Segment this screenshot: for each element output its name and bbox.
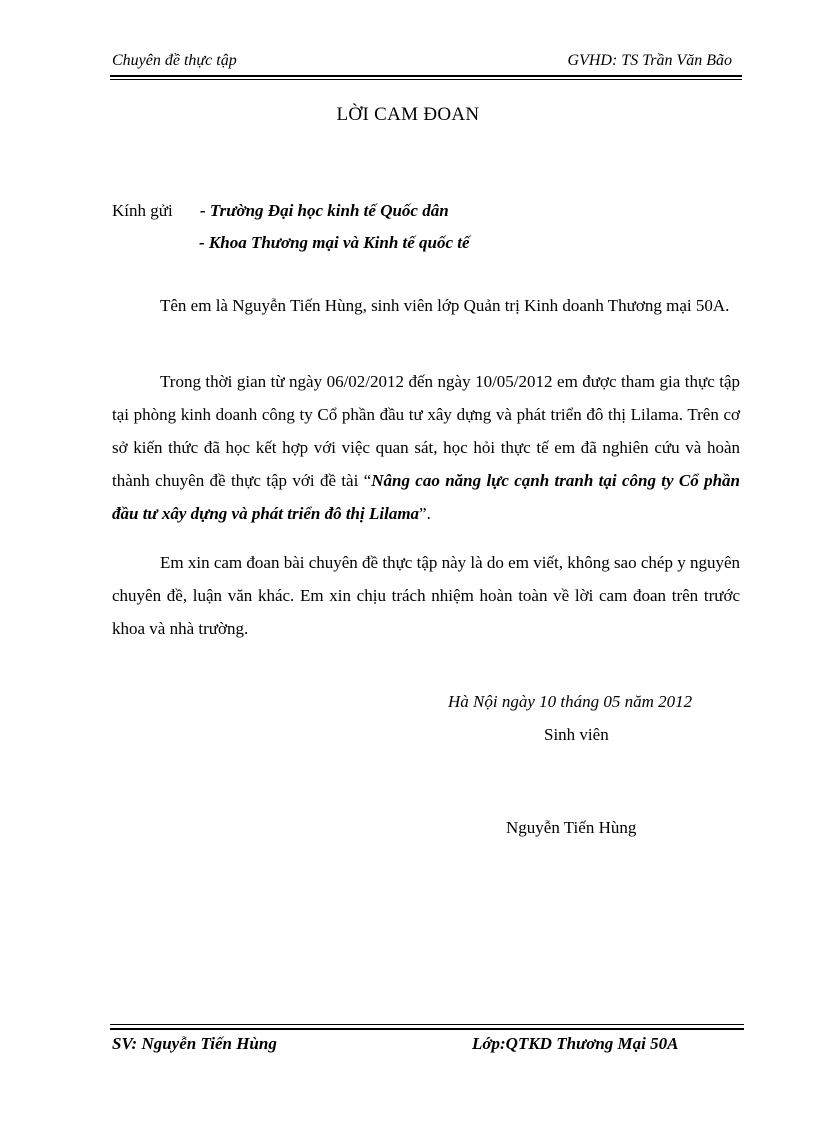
header-subject: Chuyên đề thực tập [112,52,237,69]
paragraph-internship-end: ”. [419,504,431,523]
header-supervisor: GVHD: TS Trần Văn Bão [567,52,732,69]
signature-name: Nguyễn Tiến Hùng [506,818,637,837]
signature-role: Sinh viên [544,725,609,744]
recipient-label: Kính gửi [112,201,173,220]
paragraph-internship-text: Trong thời gian từ ngày 06/02/2012 đến ngày 10/05/2012 em được tham gia thực tập tại phòng kinh doanh công ty Cổ phần đầu tư xây dựng và phát triển đô thị Lilama. Trên cơ sở kiến thức đã học kết hợp với việc quan sát, học hỏi thực tế em đã nghiên cứu và hoàn thành chuyên đề thực tập với đề tài “ [112,372,740,490]
recipient-faculty: - Khoa Thương mại và Kinh tế quốc tế [199,233,470,252]
page-header [112,52,738,74]
paragraph-commitment: Em xin cam đoan bài chuyên đề thực tập này là do em viết, không sao chép y nguyên chuyên đề, luận văn khác. Em xin chịu trách nhiệm hoàn toàn về lời cam đoan trên trước khoa và nhà trường. [112,553,740,638]
footer-class: Lớp:QTKD Thương Mại 50A [472,1034,679,1053]
footer-divider-thin [110,1024,744,1025]
paragraph-introduction: Tên em là Nguyễn Tiến Hùng, sinh viên lớp Quản trị Kinh doanh Thương mại 50A. [160,296,730,315]
header-divider-thin [110,79,742,80]
header-divider [110,75,742,77]
signature-date: Hà Nội ngày 10 tháng 05 năm 2012 [448,692,693,711]
paragraph-internship [112,365,740,530]
page-title: LỜI CAM ĐOAN [336,104,480,125]
thesis-topic: Nâng cao năng lực cạnh tranh tại công ty Cổ phần đầu tư xây dựng và phát triển đô thị Lilama [112,471,741,523]
footer-student: SV: Nguyễn Tiến Hùng [112,1034,277,1053]
footer-divider [110,1028,744,1030]
recipient-university: - Trường Đại học kinh tế Quốc dân [200,201,449,220]
